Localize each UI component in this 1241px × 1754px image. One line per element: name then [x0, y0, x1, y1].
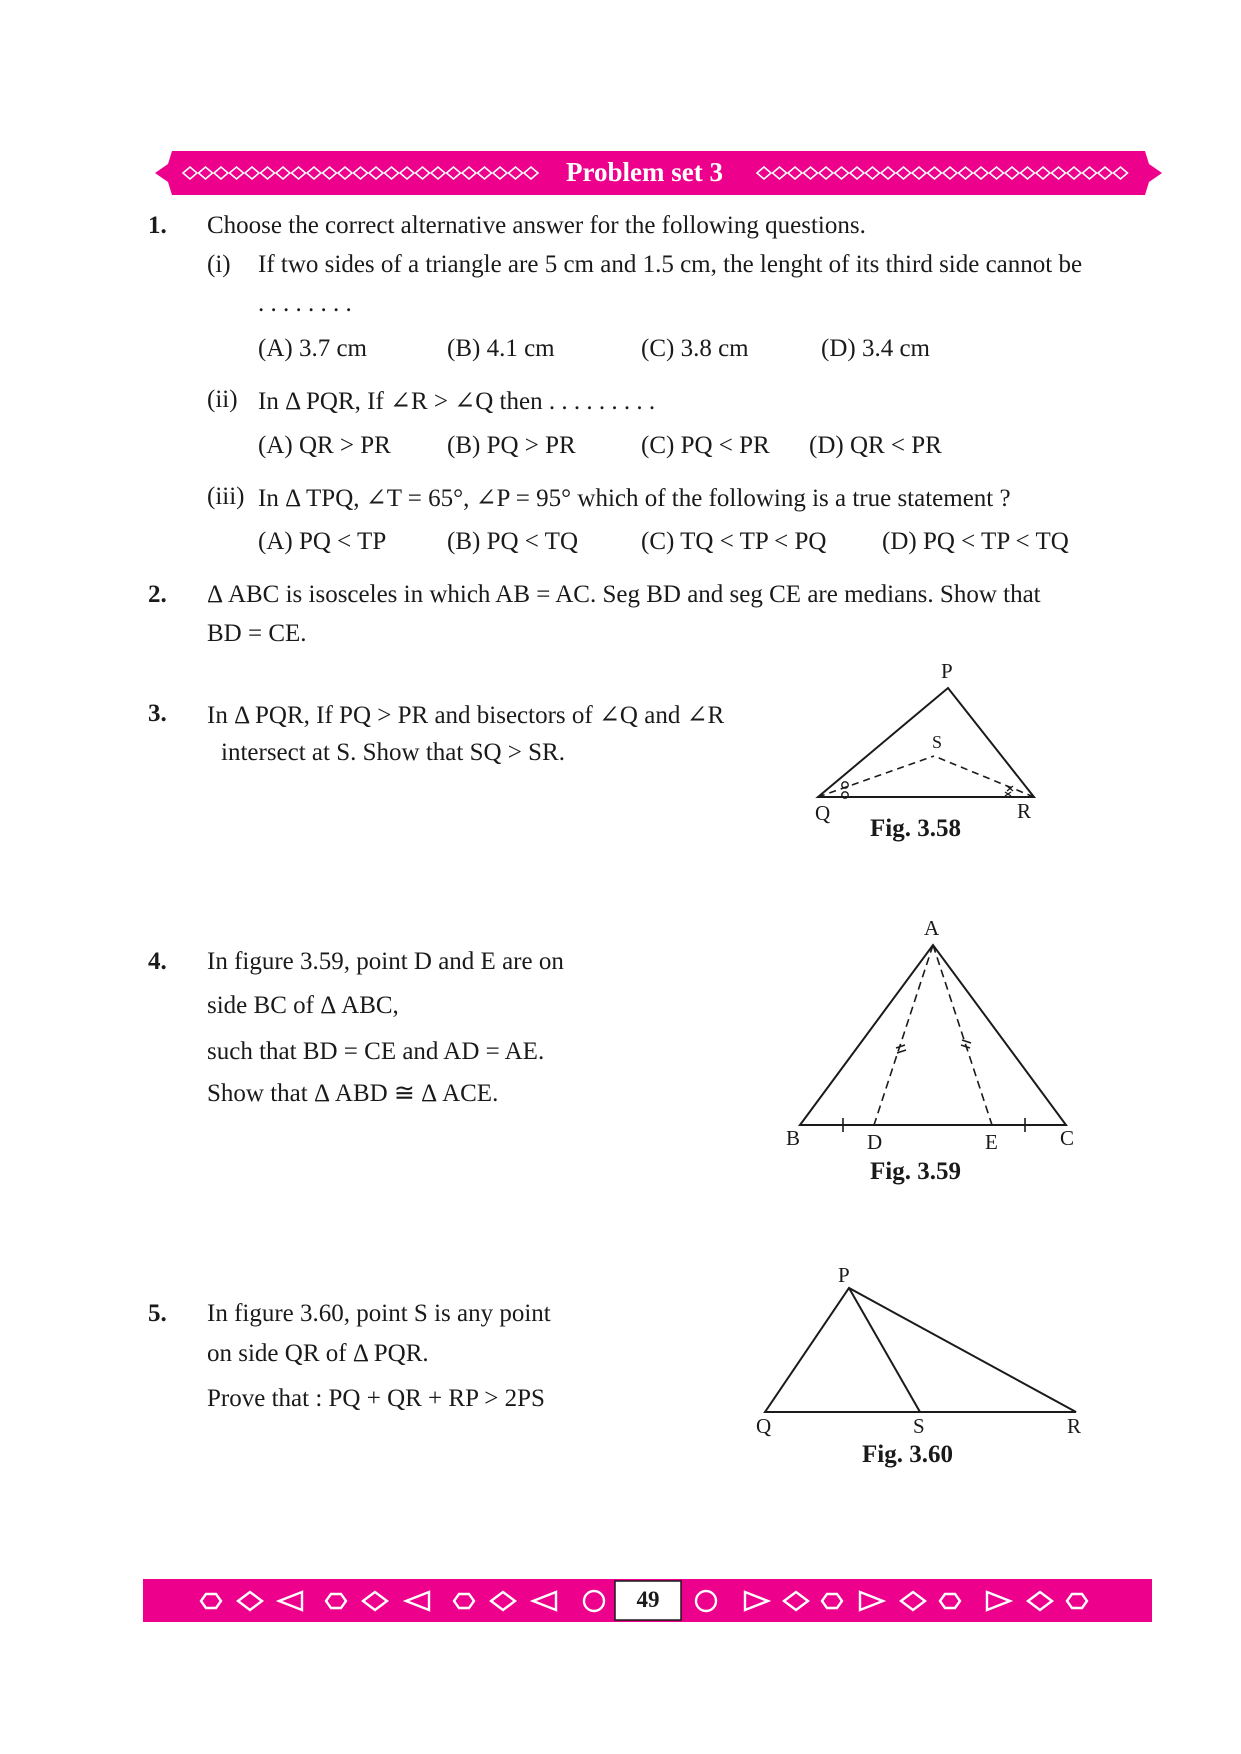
option-a: (A) PQ < TP	[258, 528, 387, 555]
option-b: (B) PQ < TQ	[447, 528, 579, 555]
question-number: 3.	[148, 700, 167, 727]
option-d: (D) 3.4 cm	[821, 335, 930, 362]
subquestion-number: (i)	[207, 251, 231, 278]
vertex-label: B	[786, 1126, 801, 1150]
problem-set-title: Problem set 3	[566, 157, 723, 187]
vertex-label: P	[838, 1263, 850, 1287]
question-number: 4.	[148, 948, 167, 975]
vertex-label: R	[1067, 1414, 1082, 1438]
vertex-label: D	[867, 1130, 883, 1154]
vertex-label: S	[932, 732, 943, 752]
question-text-line: Δ ABC is isosceles in which AB = AC. Seg BD and seg CE are medians. Show that	[207, 581, 1041, 608]
vertex-label: C	[1060, 1126, 1075, 1150]
question-text-line: such that BD = CE and AD = AE.	[207, 1038, 545, 1065]
option-b: (B) 4.1 cm	[447, 335, 555, 362]
vertex-label: Q	[756, 1414, 772, 1438]
vertex-label: Q	[815, 801, 831, 825]
vertex-label: R	[1017, 799, 1032, 823]
vertex-label: E	[985, 1130, 998, 1154]
vertex-label: S	[913, 1414, 925, 1438]
answer-dots: . . . . . . . .	[258, 290, 352, 317]
option-b: (B) PQ > PR	[447, 432, 576, 459]
vertex-label: P	[941, 659, 953, 683]
question-number: 1.	[148, 212, 167, 239]
question-text: Choose the correct alternative answer for the following questions.	[207, 212, 866, 239]
question-text-line: In figure 3.59, point D and E are on	[207, 948, 564, 975]
question-text-line: intersect at S. Show that SQ > SR.	[221, 739, 565, 766]
option-a: (A) 3.7 cm	[258, 335, 367, 362]
subquestion-number: (iii)	[207, 483, 245, 510]
subquestion-text: In Δ PQR, If ∠R > ∠Q then . . . . . . . . .	[258, 388, 656, 415]
figure-caption: Fig. 3.59	[870, 1158, 961, 1185]
subquestion-text: In Δ TPQ, ∠T = 65°, ∠P = 95° which of the following is a true statement ?	[258, 485, 1011, 512]
question-text-line: Show that Δ ABD ≅ Δ ACE.	[207, 1080, 499, 1107]
question-number: 5.	[148, 1300, 167, 1327]
question-text-line: BD = CE.	[207, 620, 307, 647]
figure-caption: Fig. 3.60	[862, 1441, 953, 1468]
question-text-line: In figure 3.60, point S is any point	[207, 1300, 551, 1327]
subquestion-text: If two sides of a triangle are 5 cm and 1.5 cm, the lenght of its third side cannot be	[258, 251, 1083, 278]
figure-caption: Fig. 3.58	[870, 815, 961, 842]
question-text-line: side BC of Δ ABC,	[207, 992, 399, 1019]
question-text-line: on side QR of Δ PQR.	[207, 1340, 429, 1367]
question-text-line: In Δ PQR, If PQ > PR and bisectors of ∠Q and ∠R	[207, 702, 725, 729]
subquestion-number: (ii)	[207, 386, 238, 413]
vertex-label: A	[924, 916, 940, 940]
option-a: (A) QR > PR	[258, 432, 391, 459]
option-c: (C) TQ < TP < PQ	[641, 528, 827, 555]
option-d: (D) PQ < TP < TQ	[882, 528, 1069, 555]
question-text-line: Prove that : PQ + QR + RP > 2PS	[207, 1385, 545, 1412]
option-d: (D) QR < PR	[809, 432, 942, 459]
question-number: 2.	[148, 581, 167, 608]
option-c: (C) 3.8 cm	[641, 335, 749, 362]
option-c: (C) PQ < PR	[641, 432, 770, 459]
page-number: 49	[636, 1587, 660, 1612]
